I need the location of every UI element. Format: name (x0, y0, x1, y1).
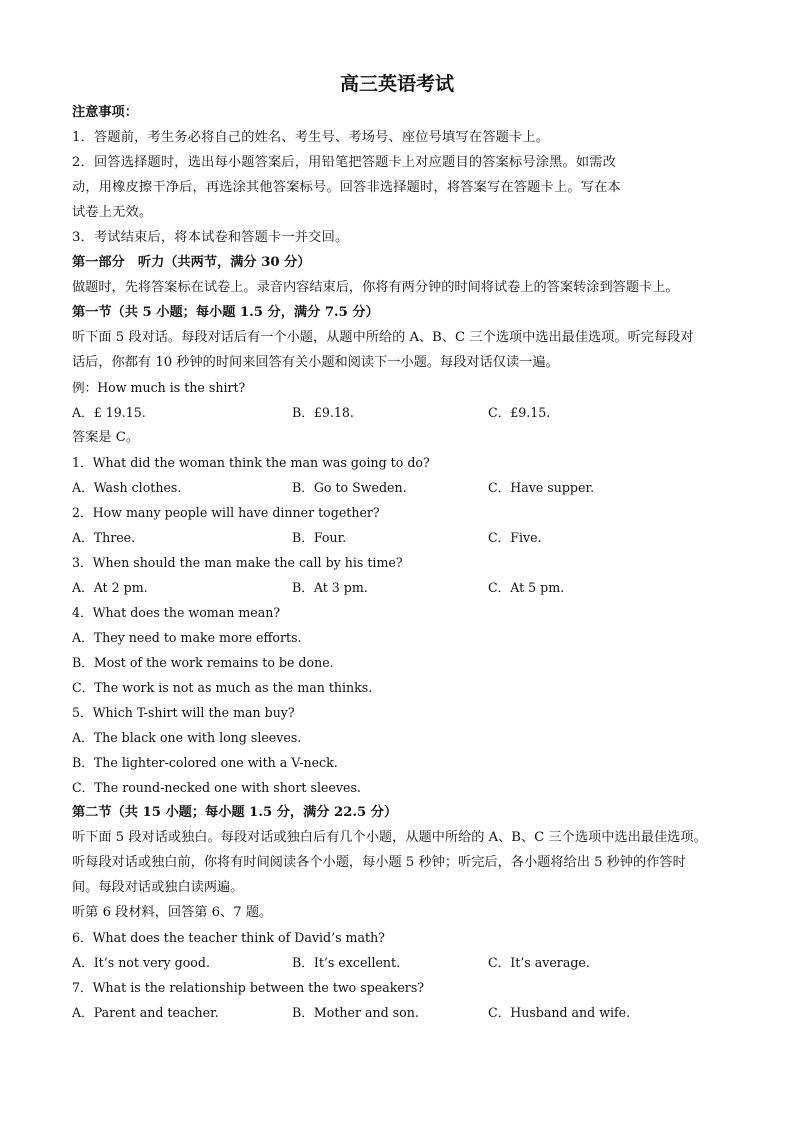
question-1-options (72, 475, 722, 500)
notice-item: 动，用橡皮擦干净后，再选涂其他答案标号。回答非选择题时，将答案写在答题卡上。写在本 (72, 180, 621, 195)
notice-item: 1．答题前，考生务必将自己的姓名、考生号、考场号、座位号填写在答题卡上。 (72, 130, 550, 145)
option-a: A．The black one with long sleeves. (72, 730, 302, 745)
question-3: 3．When should the man make the call by his time? (72, 555, 403, 570)
section2-instruction: 听下面 5 段对话或独白。每段对话或独白后有几个小题，从题中所给的 A、B、C 三个选项中选出最佳选项。 (72, 830, 707, 845)
notice-heading: 注意事项： (72, 105, 138, 120)
question-6: 6．What does the teacher think of David’s math? (72, 930, 385, 945)
question-7: 7．What is the relationship between the two speakers? (72, 980, 425, 995)
question-1: 1．What did the woman think the man was going to do? (72, 455, 430, 470)
example-options (72, 400, 722, 425)
question-5: 5．Which T-shirt will the man buy? (72, 705, 295, 720)
question-2: 2．How many people will have dinner together? (72, 505, 380, 520)
notice-item: 3．考试结束后，将本试卷和答题卡一并交回。 (72, 230, 349, 245)
option-a: A．Parent and teacher. (72, 1005, 219, 1020)
option-a: A．Three. (72, 530, 136, 545)
material-6-label: 听第 6 段材料，回答第 6、7 题。 (72, 905, 273, 920)
option-a: A．They need to make more efforts. (72, 630, 302, 645)
section2-heading: 第二节（共 15 小题；每小题 1.5 分，满分 22.5 分） (72, 805, 398, 820)
option-a: A．£ 19.15. (72, 405, 146, 420)
question-4: 4．What does the woman mean? (72, 605, 281, 620)
part1-intro: 做题时，先将答案标在试卷上。录音内容结束后，你将有两分钟的时间将试卷上的答案转涂到答题卡上。 (72, 280, 679, 295)
notice-item: 试卷上无效。 (72, 205, 153, 220)
option-c: C．Five. (488, 530, 542, 545)
option-b: B．Most of the work remains to be done. (72, 655, 334, 670)
option-c: C．Have supper. (488, 480, 595, 495)
option-a: A．At 2 pm. (72, 580, 148, 595)
option-a: A．It’s not very good. (72, 955, 210, 970)
section2-instruction: 间。每段对话或独白读两遍。 (72, 880, 244, 895)
option-c: C．Husband and wife. (488, 1005, 631, 1020)
option-c: C．At 5 pm. (488, 580, 565, 595)
example-question: 例：How much is the shirt? (72, 380, 246, 395)
option-b: B．The lighter-colored one with a V-neck. (72, 755, 338, 770)
notice-item: 2．回答选择题时，选出每小题答案后，用铅笔把答题卡上对应题目的答案标号涂黑。如需改 (72, 155, 617, 170)
option-c: C．£9.15. (488, 405, 551, 420)
question-6-options (72, 950, 722, 975)
option-b: B．£9.18. (292, 405, 354, 420)
option-c: C．It’s average. (488, 955, 590, 970)
option-c: C．The round-necked one with short sleeves. (72, 780, 361, 795)
option-b: B．It’s excellent. (292, 955, 401, 970)
question-2-options (72, 525, 722, 550)
option-b: B．Four. (292, 530, 347, 545)
example-answer: 答案是 C。 (72, 430, 140, 445)
section1-instruction: 听下面 5 段对话。每段对话后有一个小题，从题中所给的 A、B、C 三个选项中选出最佳选项。听完每段对 (72, 330, 694, 345)
section1-instruction: 话后，你都有 10 秒钟的时间来回答有关小题和阅读下一小题。每段对话仅读一遍。 (72, 355, 559, 370)
option-b: B．Mother and son. (292, 1005, 419, 1020)
option-c: C．The work is not as much as the man thinks. (72, 680, 373, 695)
exam-title: 高三英语考试 (339, 73, 454, 95)
section1-heading: 第一节（共 5 小题；每小题 1.5 分，满分 7.5 分） (72, 305, 379, 320)
option-b: B．Go to Sweden. (292, 480, 407, 495)
part1-heading: 第一部分 听力（共两节，满分 30 分） (72, 255, 311, 270)
question-7-options (72, 1000, 722, 1025)
question-3-options (72, 575, 722, 600)
option-b: B．At 3 pm. (292, 580, 368, 595)
section2-instruction: 听每段对话或独白前，你将有时间阅读各个小题，每小题 5 秒钟；听完后，各小题将给出 5 秒钟的作答时 (72, 855, 686, 870)
option-a: A．Wash clothes. (72, 480, 182, 495)
